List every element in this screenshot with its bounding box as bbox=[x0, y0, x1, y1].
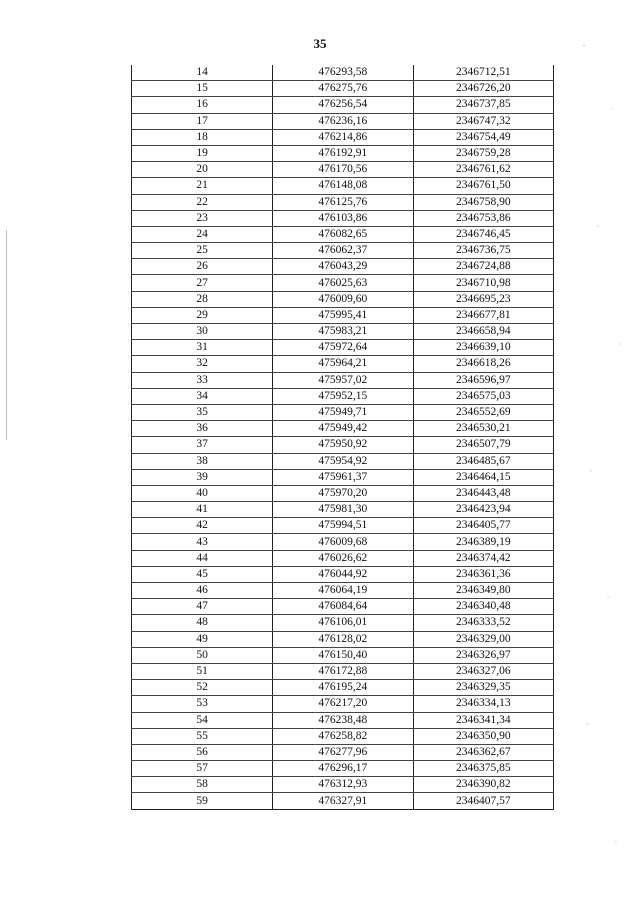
x-coordinate-cell: 476217,20 bbox=[273, 696, 413, 712]
table-row bbox=[132, 291, 554, 307]
y-coordinate-cell: 2346341,34 bbox=[413, 712, 553, 728]
x-coordinate-cell: 475949,42 bbox=[273, 421, 413, 437]
x-coordinate-cell: 476025,63 bbox=[273, 275, 413, 291]
y-coordinate-cell: 2346639,10 bbox=[413, 340, 553, 356]
point-number-cell: 52 bbox=[132, 680, 273, 696]
point-number-cell: 34 bbox=[132, 388, 273, 404]
x-coordinate-cell: 476148,08 bbox=[273, 178, 413, 194]
y-coordinate-cell: 2346329,00 bbox=[413, 631, 553, 647]
table-row bbox=[132, 485, 554, 501]
y-coordinate-cell: 2346677,81 bbox=[413, 307, 553, 323]
point-number-cell: 18 bbox=[132, 129, 273, 145]
table-row bbox=[132, 145, 554, 161]
point-number-cell: 43 bbox=[132, 534, 273, 550]
point-number-cell: 28 bbox=[132, 291, 273, 307]
y-coordinate-cell: 2346575,03 bbox=[413, 388, 553, 404]
x-coordinate-cell: 476128,02 bbox=[273, 631, 413, 647]
point-number-cell: 39 bbox=[132, 469, 273, 485]
table-row bbox=[132, 550, 554, 566]
table-row bbox=[132, 275, 554, 291]
point-number-cell: 21 bbox=[132, 178, 273, 194]
table-row bbox=[132, 534, 554, 550]
x-coordinate-cell: 475972,64 bbox=[273, 340, 413, 356]
table-row bbox=[132, 566, 554, 582]
y-coordinate-cell: 2346747,32 bbox=[413, 113, 553, 129]
table-row bbox=[132, 712, 554, 728]
coordinates-table bbox=[131, 65, 554, 810]
table-row bbox=[132, 210, 554, 226]
x-coordinate-cell: 476277,96 bbox=[273, 744, 413, 760]
y-coordinate-cell: 2346596,97 bbox=[413, 372, 553, 388]
point-number-cell: 23 bbox=[132, 210, 273, 226]
point-number-cell: 46 bbox=[132, 583, 273, 599]
x-coordinate-cell: 476312,93 bbox=[273, 777, 413, 793]
point-number-cell: 55 bbox=[132, 728, 273, 744]
x-coordinate-cell: 476082,65 bbox=[273, 226, 413, 242]
table-row bbox=[132, 178, 554, 194]
table-row bbox=[132, 307, 554, 323]
table-row bbox=[132, 663, 554, 679]
x-coordinate-cell: 475970,20 bbox=[273, 485, 413, 501]
point-number-cell: 44 bbox=[132, 550, 273, 566]
y-coordinate-cell: 2346389,19 bbox=[413, 534, 553, 550]
x-coordinate-cell: 475981,30 bbox=[273, 502, 413, 518]
y-coordinate-cell: 2346361,36 bbox=[413, 566, 553, 582]
y-coordinate-cell: 2346618,26 bbox=[413, 356, 553, 372]
y-coordinate-cell: 2346405,77 bbox=[413, 518, 553, 534]
point-number-cell: 53 bbox=[132, 696, 273, 712]
x-coordinate-cell: 476195,24 bbox=[273, 680, 413, 696]
table-row bbox=[132, 243, 554, 259]
x-coordinate-cell: 476064,19 bbox=[273, 583, 413, 599]
scan-margin-mark bbox=[6, 230, 7, 440]
y-coordinate-cell: 2346329,35 bbox=[413, 680, 553, 696]
table-row bbox=[132, 680, 554, 696]
x-coordinate-cell: 476009,60 bbox=[273, 291, 413, 307]
x-coordinate-cell: 476044,92 bbox=[273, 566, 413, 582]
x-coordinate-cell: 476106,01 bbox=[273, 615, 413, 631]
x-coordinate-cell: 476125,76 bbox=[273, 194, 413, 210]
point-number-cell: 45 bbox=[132, 566, 273, 582]
x-coordinate-cell: 476062,37 bbox=[273, 243, 413, 259]
table-row bbox=[132, 356, 554, 372]
y-coordinate-cell: 2346712,51 bbox=[413, 65, 553, 81]
point-number-cell: 20 bbox=[132, 162, 273, 178]
x-coordinate-cell: 475961,37 bbox=[273, 469, 413, 485]
point-number-cell: 54 bbox=[132, 712, 273, 728]
table-row bbox=[132, 259, 554, 275]
y-coordinate-cell: 2346374,42 bbox=[413, 550, 553, 566]
x-coordinate-cell: 476172,88 bbox=[273, 663, 413, 679]
x-coordinate-cell: 476296,17 bbox=[273, 761, 413, 777]
y-coordinate-cell: 2346507,79 bbox=[413, 437, 553, 453]
x-coordinate-cell: 476293,58 bbox=[273, 65, 413, 81]
table-row bbox=[132, 388, 554, 404]
table-row bbox=[132, 129, 554, 145]
table-row bbox=[132, 81, 554, 97]
y-coordinate-cell: 2346726,20 bbox=[413, 81, 553, 97]
x-coordinate-cell: 476327,91 bbox=[273, 793, 413, 809]
table-row bbox=[132, 761, 554, 777]
point-number-cell: 22 bbox=[132, 194, 273, 210]
table-row bbox=[132, 469, 554, 485]
x-coordinate-cell: 476026,62 bbox=[273, 550, 413, 566]
table-row bbox=[132, 340, 554, 356]
y-coordinate-cell: 2346407,57 bbox=[413, 793, 553, 809]
y-coordinate-cell: 2346759,28 bbox=[413, 145, 553, 161]
y-coordinate-cell: 2346758,90 bbox=[413, 194, 553, 210]
scan-noise bbox=[570, 0, 640, 905]
y-coordinate-cell: 2346333,52 bbox=[413, 615, 553, 631]
point-number-cell: 29 bbox=[132, 307, 273, 323]
y-coordinate-cell: 2346754,49 bbox=[413, 129, 553, 145]
point-number-cell: 26 bbox=[132, 259, 273, 275]
x-coordinate-cell: 475964,21 bbox=[273, 356, 413, 372]
point-number-cell: 49 bbox=[132, 631, 273, 647]
point-number-cell: 30 bbox=[132, 324, 273, 340]
point-number-cell: 59 bbox=[132, 793, 273, 809]
y-coordinate-cell: 2346334,13 bbox=[413, 696, 553, 712]
x-coordinate-cell: 475957,02 bbox=[273, 372, 413, 388]
y-coordinate-cell: 2346530,21 bbox=[413, 421, 553, 437]
y-coordinate-cell: 2346485,67 bbox=[413, 453, 553, 469]
x-coordinate-cell: 476236,16 bbox=[273, 113, 413, 129]
point-number-cell: 14 bbox=[132, 65, 273, 81]
table-row bbox=[132, 437, 554, 453]
y-coordinate-cell: 2346423,94 bbox=[413, 502, 553, 518]
y-coordinate-cell: 2346464,15 bbox=[413, 469, 553, 485]
y-coordinate-cell: 2346761,50 bbox=[413, 178, 553, 194]
table-row bbox=[132, 226, 554, 242]
point-number-cell: 37 bbox=[132, 437, 273, 453]
x-coordinate-cell: 475952,15 bbox=[273, 388, 413, 404]
table-row bbox=[132, 615, 554, 631]
point-number-cell: 36 bbox=[132, 421, 273, 437]
point-number-cell: 32 bbox=[132, 356, 273, 372]
point-number-cell: 58 bbox=[132, 777, 273, 793]
point-number-cell: 50 bbox=[132, 647, 273, 663]
x-coordinate-cell: 475983,21 bbox=[273, 324, 413, 340]
point-number-cell: 19 bbox=[132, 145, 273, 161]
table-row bbox=[132, 421, 554, 437]
table-row bbox=[132, 372, 554, 388]
point-number-cell: 47 bbox=[132, 599, 273, 615]
x-coordinate-cell: 476214,86 bbox=[273, 129, 413, 145]
x-coordinate-cell: 476084,64 bbox=[273, 599, 413, 615]
y-coordinate-cell: 2346327,06 bbox=[413, 663, 553, 679]
point-number-cell: 16 bbox=[132, 97, 273, 113]
point-number-cell: 40 bbox=[132, 485, 273, 501]
point-number-cell: 27 bbox=[132, 275, 273, 291]
x-coordinate-cell: 476238,48 bbox=[273, 712, 413, 728]
x-coordinate-cell: 475995,41 bbox=[273, 307, 413, 323]
table-row bbox=[132, 777, 554, 793]
table-row bbox=[132, 324, 554, 340]
y-coordinate-cell: 2346761,62 bbox=[413, 162, 553, 178]
y-coordinate-cell: 2346362,67 bbox=[413, 744, 553, 760]
coordinates-table-body bbox=[132, 65, 554, 809]
x-coordinate-cell: 476258,82 bbox=[273, 728, 413, 744]
y-coordinate-cell: 2346375,85 bbox=[413, 761, 553, 777]
point-number-cell: 35 bbox=[132, 404, 273, 420]
y-coordinate-cell: 2346753,86 bbox=[413, 210, 553, 226]
table-row bbox=[132, 194, 554, 210]
x-coordinate-cell: 475949,71 bbox=[273, 404, 413, 420]
page-number: 35 bbox=[313, 36, 327, 51]
table-row bbox=[132, 744, 554, 760]
point-number-cell: 56 bbox=[132, 744, 273, 760]
x-coordinate-cell: 476192,91 bbox=[273, 145, 413, 161]
y-coordinate-cell: 2346710,98 bbox=[413, 275, 553, 291]
table-row bbox=[132, 518, 554, 534]
table-row bbox=[132, 728, 554, 744]
table-row bbox=[132, 696, 554, 712]
x-coordinate-cell: 476256,54 bbox=[273, 97, 413, 113]
y-coordinate-cell: 2346443,48 bbox=[413, 485, 553, 501]
y-coordinate-cell: 2346350,90 bbox=[413, 728, 553, 744]
point-number-cell: 42 bbox=[132, 518, 273, 534]
table-row bbox=[132, 162, 554, 178]
y-coordinate-cell: 2346737,85 bbox=[413, 97, 553, 113]
point-number-cell: 15 bbox=[132, 81, 273, 97]
y-coordinate-cell: 2346340,48 bbox=[413, 599, 553, 615]
table-row bbox=[132, 97, 554, 113]
y-coordinate-cell: 2346724,88 bbox=[413, 259, 553, 275]
point-number-cell: 17 bbox=[132, 113, 273, 129]
x-coordinate-cell: 476043,29 bbox=[273, 259, 413, 275]
point-number-cell: 51 bbox=[132, 663, 273, 679]
y-coordinate-cell: 2346746,45 bbox=[413, 226, 553, 242]
table-row bbox=[132, 113, 554, 129]
table-row bbox=[132, 793, 554, 809]
table-row bbox=[132, 583, 554, 599]
table-row bbox=[132, 502, 554, 518]
x-coordinate-cell: 475954,92 bbox=[273, 453, 413, 469]
point-number-cell: 24 bbox=[132, 226, 273, 242]
x-coordinate-cell: 476009,68 bbox=[273, 534, 413, 550]
point-number-cell: 48 bbox=[132, 615, 273, 631]
x-coordinate-cell: 476275,76 bbox=[273, 81, 413, 97]
x-coordinate-cell: 476103,86 bbox=[273, 210, 413, 226]
point-number-cell: 31 bbox=[132, 340, 273, 356]
table-row bbox=[132, 599, 554, 615]
y-coordinate-cell: 2346658,94 bbox=[413, 324, 553, 340]
table-row bbox=[132, 65, 554, 81]
point-number-cell: 41 bbox=[132, 502, 273, 518]
table-row bbox=[132, 404, 554, 420]
y-coordinate-cell: 2346390,82 bbox=[413, 777, 553, 793]
table-row bbox=[132, 647, 554, 663]
point-number-cell: 38 bbox=[132, 453, 273, 469]
y-coordinate-cell: 2346552,69 bbox=[413, 404, 553, 420]
x-coordinate-cell: 475994,51 bbox=[273, 518, 413, 534]
x-coordinate-cell: 476150,40 bbox=[273, 647, 413, 663]
table-row bbox=[132, 453, 554, 469]
point-number-cell: 33 bbox=[132, 372, 273, 388]
point-number-cell: 57 bbox=[132, 761, 273, 777]
point-number-cell: 25 bbox=[132, 243, 273, 259]
x-coordinate-cell: 475950,92 bbox=[273, 437, 413, 453]
x-coordinate-cell: 476170,56 bbox=[273, 162, 413, 178]
y-coordinate-cell: 2346349,80 bbox=[413, 583, 553, 599]
y-coordinate-cell: 2346326,97 bbox=[413, 647, 553, 663]
table-row bbox=[132, 631, 554, 647]
y-coordinate-cell: 2346695,23 bbox=[413, 291, 553, 307]
y-coordinate-cell: 2346736,75 bbox=[413, 243, 553, 259]
